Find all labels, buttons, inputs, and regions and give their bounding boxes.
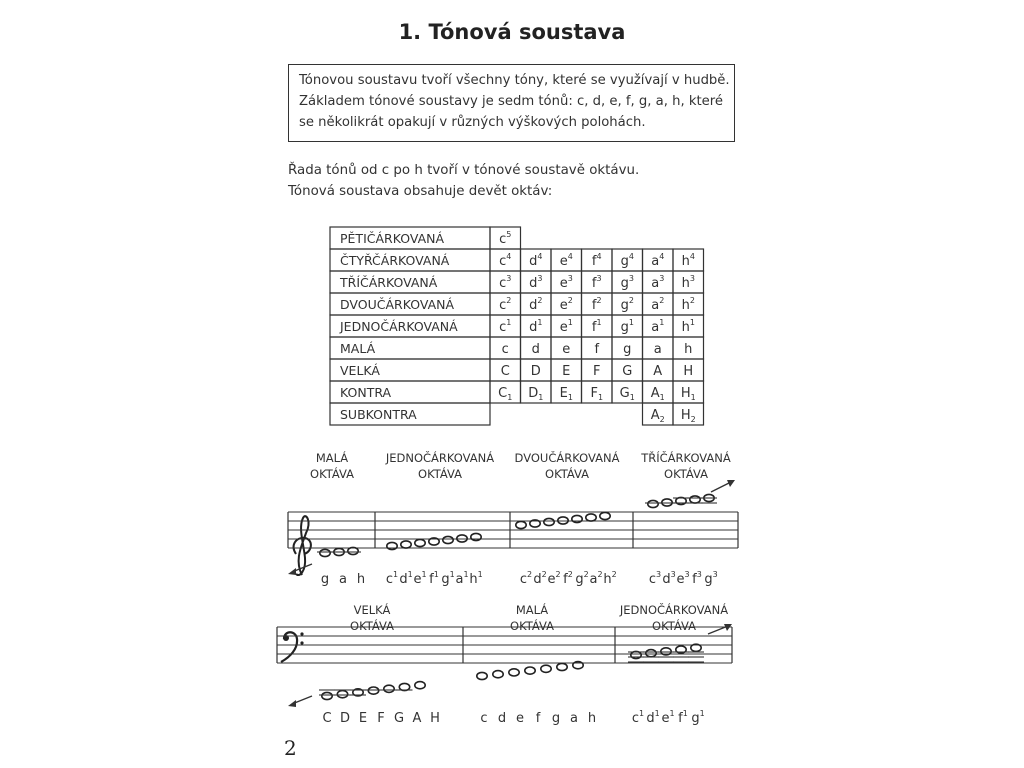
note-label: $f^1$ [429,570,439,587]
table-note: $H_2$ [680,408,696,424]
table-note: $f^3$ [591,274,602,291]
note-head [557,663,567,670]
note-label: A [412,711,422,726]
table-note: A [653,364,663,379]
note-head [541,665,551,672]
table-note: $c^1$ [499,318,512,335]
table-octave-name: MALÁ [340,341,376,356]
note-head [493,671,503,678]
note-label: H [430,711,440,726]
table-note: $d^3$ [529,274,543,291]
octave-header: OKTÁVA [418,467,462,481]
table-note: $A_1$ [650,386,665,402]
note-label: $g^3$ [704,570,718,587]
note-label: $e^1$ [661,709,675,726]
table-note: H [683,364,694,379]
table-note: $h^3$ [681,274,695,291]
note-label: $d^1$ [646,709,660,726]
note-label: $f^1$ [678,709,688,726]
note-label: $f^2$ [563,570,573,587]
note-label: $c^1$ [385,570,399,587]
table-note: $c^2$ [499,296,512,313]
octave-header: OKTÁVA [664,467,708,481]
table-note: $c^3$ [499,274,512,291]
octave-header: JEDNOČÁRKOVANÁ [385,451,495,465]
note-label: $e^3$ [676,570,690,587]
intro-line: se několikrát opakují v různých výškových polohách. [299,115,646,130]
note-label: $c^2$ [519,570,533,587]
note-head [443,536,453,543]
note-label: $d^2$ [533,570,547,587]
note-label: a [570,711,578,726]
note-head [516,521,526,528]
table-note: $d^1$ [529,318,543,335]
table-note: $d^4$ [529,252,543,269]
note-label: h [587,711,597,726]
table-note: $G_1$ [619,386,635,402]
octave-header: OKTÁVA [652,619,696,633]
table-note: $a^2$ [651,296,665,313]
treble-staff [0,440,1024,600]
note-label: $f^3$ [692,570,702,587]
note-label: a [339,572,347,587]
table-note: $e^2$ [559,296,573,313]
note-label: $g^2$ [575,570,589,587]
table-note: d [531,342,540,357]
note-label: $g^1$ [441,570,455,587]
octave-header: OKTÁVA [310,467,354,481]
note-label: $e^1$ [413,570,427,587]
page-number: 2 [284,736,297,760]
table-note: $g^4$ [620,252,634,269]
table-note: F [593,364,601,379]
note-head [509,669,519,676]
paragraph-line: Tónová soustava obsahuje devět oktáv: [288,184,553,199]
table-note: $a^3$ [651,274,665,291]
table-note: $f^2$ [591,296,602,313]
table-note: C [500,364,510,379]
note-label: $c^1$ [631,709,645,726]
arrow-up-right-icon [711,480,735,492]
note-head [415,682,425,689]
note-label: $d^3$ [662,570,676,587]
table-note: $c^5$ [499,230,512,247]
note-label: e [516,711,524,726]
note-label: G [393,711,405,726]
table-note: $D_1$ [528,386,544,402]
octave-header: MALÁ [315,451,349,465]
table-note: $g^3$ [620,274,634,291]
arrow-down-left-icon [288,696,312,707]
table-octave-name: SUBKONTRA [340,407,417,422]
table-note: $g^1$ [620,318,634,335]
table-note: c [501,342,509,357]
table-note: g [623,342,632,357]
note-label: $d^1$ [399,570,413,587]
table-octave-name: ČTYŘČÁRKOVANÁ [340,253,450,268]
table-note: E [562,364,571,379]
table-note: $c^4$ [499,252,512,269]
note-head [648,500,658,507]
note-label: d [497,711,507,726]
table-note: D [530,364,541,379]
octave-header: OKTÁVA [350,619,394,633]
page-title: 1. Tónová soustava [398,20,626,44]
note-label: $c^3$ [648,570,662,587]
note-label: g [320,572,330,587]
table-note: $F_1$ [590,386,604,402]
table-octave-name: DVOUČÁRKOVANÁ [340,297,455,312]
note-label: $a^1$ [455,570,469,587]
note-label: D [339,711,351,726]
table-octave-name: JEDNOČÁRKOVANÁ [340,319,458,334]
note-label: $h^1$ [469,570,483,587]
note-head [337,691,347,698]
paragraph-line: Řada tónů od c po h tvoří v tónové soustavě oktávu. [288,163,640,178]
note-head [320,549,330,556]
note-label: h [356,572,366,587]
table-note: $A_2$ [650,408,665,424]
bass-clef-icon [281,632,304,662]
octave-header: VELKÁ [353,603,391,617]
note-head [586,514,596,521]
note-label: C [322,711,332,726]
octave-header: OKTÁVA [510,619,554,633]
note-label: $e^2$ [547,570,561,587]
note-label: E [358,711,368,726]
note-head [477,672,487,679]
note-label: $a^2$ [589,570,603,587]
intro-line: Tónovou soustavu tvoří všechny tóny, které se využívají v hudbě. [299,73,730,88]
table-note: $f^4$ [591,252,602,269]
table-note: $H_1$ [680,386,696,402]
table-note: G [622,364,633,379]
table-note: $e^1$ [559,318,573,335]
note-head [401,541,411,548]
note-head [544,518,554,525]
table-note: $a^4$ [651,252,665,269]
note-label: $g^1$ [691,709,705,726]
table-note: $C_1$ [498,386,513,402]
note-head [322,692,332,699]
octave-header: OKTÁVA [545,467,589,481]
note-head [525,667,535,674]
table-note: $a^1$ [651,318,665,335]
table-note: h [684,342,693,357]
table-note: $E_1$ [559,386,573,402]
note-label: g [551,711,561,726]
octave-header: MALÁ [515,603,549,617]
table-note: $g^2$ [620,296,634,313]
note-label: f [535,711,541,726]
table-note: f [594,342,600,357]
intro-line: Základem tónové soustavy je sedm tónů: c, d, e, f, g, a, h, které [299,94,724,109]
note-head [600,512,610,519]
octave-header: JEDNOČÁRKOVANÁ [619,603,729,617]
table-note: $f^1$ [591,318,602,335]
note-head [415,539,425,546]
note-label: c [480,711,488,726]
table-note: $h^4$ [681,252,695,269]
table-note: $e^4$ [559,252,573,269]
table-octave-name: KONTRA [340,385,392,400]
note-head [646,650,656,657]
note-head [368,687,378,694]
table-note: $d^2$ [529,296,543,313]
table-note: $h^2$ [681,296,695,313]
table-octave-name: VELKÁ [340,363,380,378]
table-note: $h^1$ [681,318,695,335]
octave-header: TŘÍČÁRKOVANÁ [641,451,731,465]
table-note: $e^3$ [559,274,573,291]
note-head [384,685,394,692]
note-head [690,496,700,503]
table-note: a [653,342,662,357]
table-octave-name: TŘÍČÁRKOVANÁ [340,275,438,290]
octave-header: DVOUČÁRKOVANÁ [514,451,620,465]
bass-staff [0,600,1024,740]
table-note: e [562,342,571,357]
note-label: $h^2$ [603,570,617,587]
arrow-up-right-icon [708,624,732,634]
table-octave-name: PĚTIČÁRKOVANÁ [340,231,445,246]
note-label: F [377,711,385,726]
